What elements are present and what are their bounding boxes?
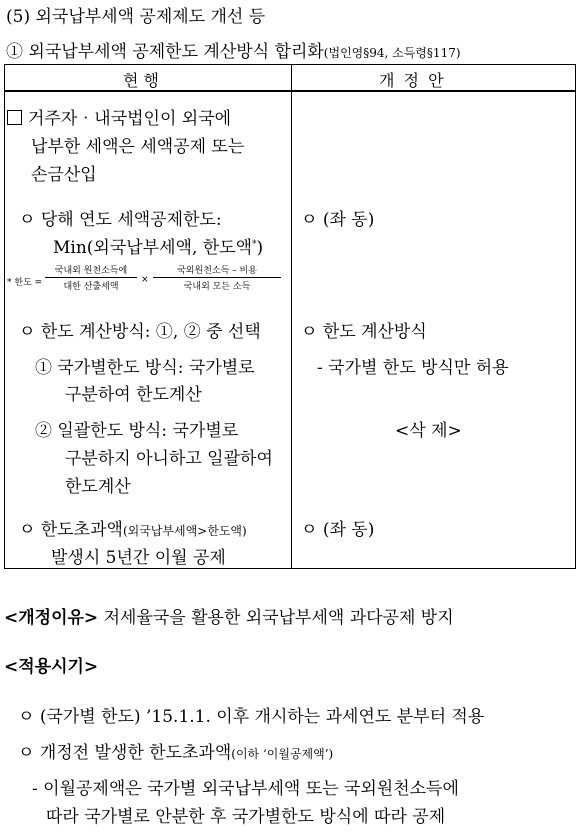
left-p1-line3: 손금산입 (31, 165, 97, 185)
reason-label: <개정이유> (4, 608, 99, 628)
effective-item3-line1: - 이월공제액은 국가별 외국납부세액 또는 국외원천소득에 (32, 779, 459, 799)
column-divider (291, 65, 292, 568)
header-double-rule (5, 91, 575, 92)
frac2-numerator: 국외원천소득 – 비용 (177, 266, 257, 276)
formula-fraction-1 (45, 263, 137, 292)
left-p5-line3: 한도계산 (65, 477, 131, 497)
left-p5-line2: 구분하지 아니하고 일괄하여 (65, 449, 273, 469)
effective-item2 (18, 738, 333, 763)
left-p4-line1: ① 국가별한도 방식: 국가별로 (35, 358, 255, 378)
subsection-ref: (법인영§94, 소득령§117) (323, 46, 461, 60)
footnote-star: * (252, 239, 257, 250)
header-current: 현 행 (123, 71, 159, 90)
left-p5-line1: ② 일괄한도 방식: 국가별로 (35, 421, 239, 441)
right-r1: ㅇ (좌 동) (301, 210, 375, 230)
table-header-row (5, 65, 575, 91)
subsection-title-text: ① 외국납부세액 공제한도 계산방식 합리화 (6, 42, 324, 62)
comparison-table (4, 64, 576, 569)
formula-times: × (141, 275, 149, 285)
frac1-bar (45, 277, 137, 278)
left-p2-close: ) (256, 238, 264, 258)
right-r5: ㅇ (좌 동) (301, 520, 375, 540)
frac2-bar (153, 277, 281, 278)
subsection-title (6, 37, 461, 62)
formula-prefix: * 한도 = (7, 278, 43, 288)
left-p6-line1-text: ㅇ 한도초과액 (19, 520, 123, 540)
frac1-numerator: 국내외 원천소득에 (54, 266, 128, 276)
left-p6-line1-note: (외국납부세액>한도액) (122, 524, 247, 538)
left-p2-line2 (53, 233, 263, 258)
frac1-denominator: 대한 산출세액 (63, 282, 119, 292)
effective-item1: ㅇ (국가별 한도) ’15.1.1. 이후 개시하는 과세연도 분부터 적용 (18, 707, 485, 727)
left-p2-line2-text: Min(외국납부세액, 한도액 (53, 238, 253, 258)
left-p6-line1 (19, 515, 247, 540)
left-p6-line2: 발생시 5년간 이월 공제 (51, 548, 226, 568)
checkbox-icon (7, 110, 22, 125)
left-p1-line1 (7, 104, 231, 129)
frac2-denominator: 국내외 모든 소득 (183, 282, 251, 292)
left-p4-line2: 구분하여 한도계산 (65, 385, 202, 405)
effective-item3-line2: 따라 국가별로 안분한 후 국가별한도 방식에 따라 공제 (46, 807, 446, 827)
section-title: (5) 외국납부세액 공제제도 개선 등 (6, 7, 266, 27)
effective-label: <적용시기> (4, 657, 99, 677)
left-p1-line1-text: 거주자‧내국법인이 외국에 (28, 109, 232, 129)
header-revised: 개 정 안 (379, 71, 446, 90)
right-r4: <삭 제> (395, 421, 462, 441)
left-p1-line2: 납부한 세액은 세액공제 또는 (31, 137, 245, 157)
effective-item2-note: (이하 ‘이월공제액’) (231, 747, 334, 761)
formula-fraction-2 (153, 263, 281, 292)
right-r2: ㅇ 한도 계산방식 (301, 322, 427, 342)
right-r3: - 국가별 한도 방식만 허용 (317, 358, 509, 378)
left-p2-line1: ㅇ 당해 연도 세액공제한도: (19, 210, 222, 230)
effective-item2-text: ㅇ 개정전 발생한 한도초과액 (18, 743, 232, 763)
reason-line (4, 603, 454, 628)
left-p3-line1: ㅇ 한도 계산방식: ①, ② 중 선택 (19, 322, 261, 342)
reason-text: 저세율국을 활용한 외국납부세액 과다공제 방지 (103, 608, 454, 628)
